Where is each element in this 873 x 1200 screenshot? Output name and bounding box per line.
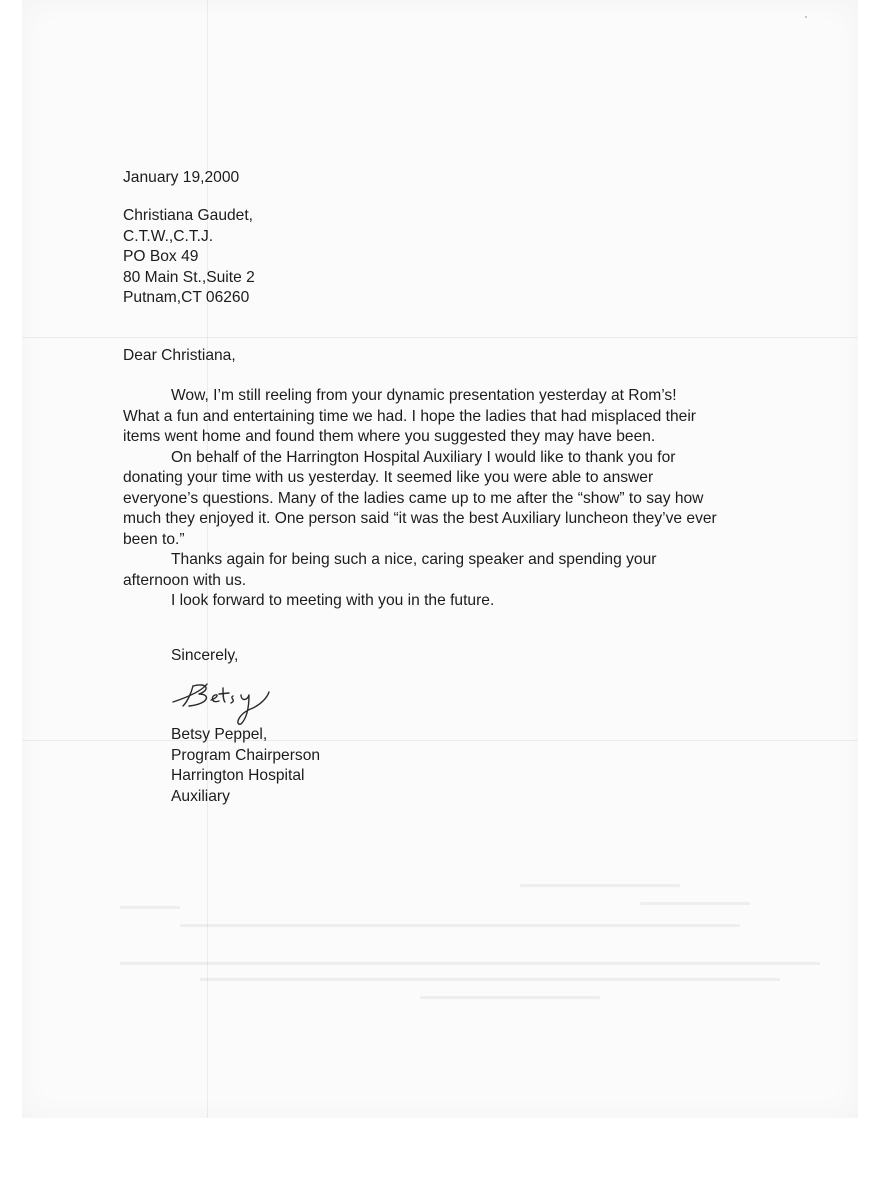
- sender-title: Program Chairperson: [171, 746, 321, 764]
- body-line: donating your time with us yesterday. It seemed like you were able to answer: [123, 469, 654, 486]
- body-line: I look forward to meeting with you in the future.: [171, 592, 495, 609]
- body-line: Wow, I’m still reeling from your dynamic presentation yesterday at Rom’s!: [171, 387, 677, 404]
- handwritten-signature: [163, 668, 293, 730]
- paper-fold-lower: [22, 740, 858, 741]
- closing: Sincerely,: [171, 647, 239, 664]
- sender-organization: Harrington Hospital: [171, 767, 305, 784]
- reverse-side-bleed-through: [120, 870, 820, 1020]
- recipient-credentials: C.T.W.,C.T.J.: [123, 227, 214, 245]
- recipient-city-state-zip: Putnam,CT 06260: [123, 289, 250, 306]
- salutation: Dear Christiana,: [123, 347, 236, 364]
- sender-organization-cont: Auxiliary: [171, 787, 230, 805]
- sender-block: [171, 725, 320, 807]
- paper-fold-upper: [22, 337, 858, 338]
- recipient-address: [123, 206, 255, 309]
- body-line: much they enjoyed it. One person said “it was the best Auxiliary luncheon they’ve ever: [123, 510, 717, 527]
- body-line: been to.”: [123, 530, 185, 548]
- body-line: afternoon with us.: [123, 571, 247, 589]
- recipient-street: 80 Main St.,Suite 2: [123, 268, 255, 286]
- paper-speck: [805, 16, 807, 18]
- recipient-name: Christiana Gaudet,: [123, 207, 254, 224]
- body-line: On behalf of the Harrington Hospital Auxiliary I would like to thank you for: [171, 448, 676, 466]
- letter-date: January 19,2000: [123, 169, 240, 186]
- body-line: Thanks again for being such a nice, caring speaker and spending your: [171, 551, 657, 568]
- body-line: everyone’s questions. Many of the ladies came up to me after the “show” to say how: [123, 489, 704, 507]
- letter-body: [123, 386, 717, 612]
- recipient-po-box: PO Box 49: [123, 248, 199, 265]
- sender-name: Betsy Peppel,: [171, 726, 268, 743]
- body-line: What a fun and entertaining time we had. I hope the ladies that had misplaced their: [123, 407, 696, 425]
- body-line: items went home and found them where you suggested they may have been.: [123, 428, 656, 445]
